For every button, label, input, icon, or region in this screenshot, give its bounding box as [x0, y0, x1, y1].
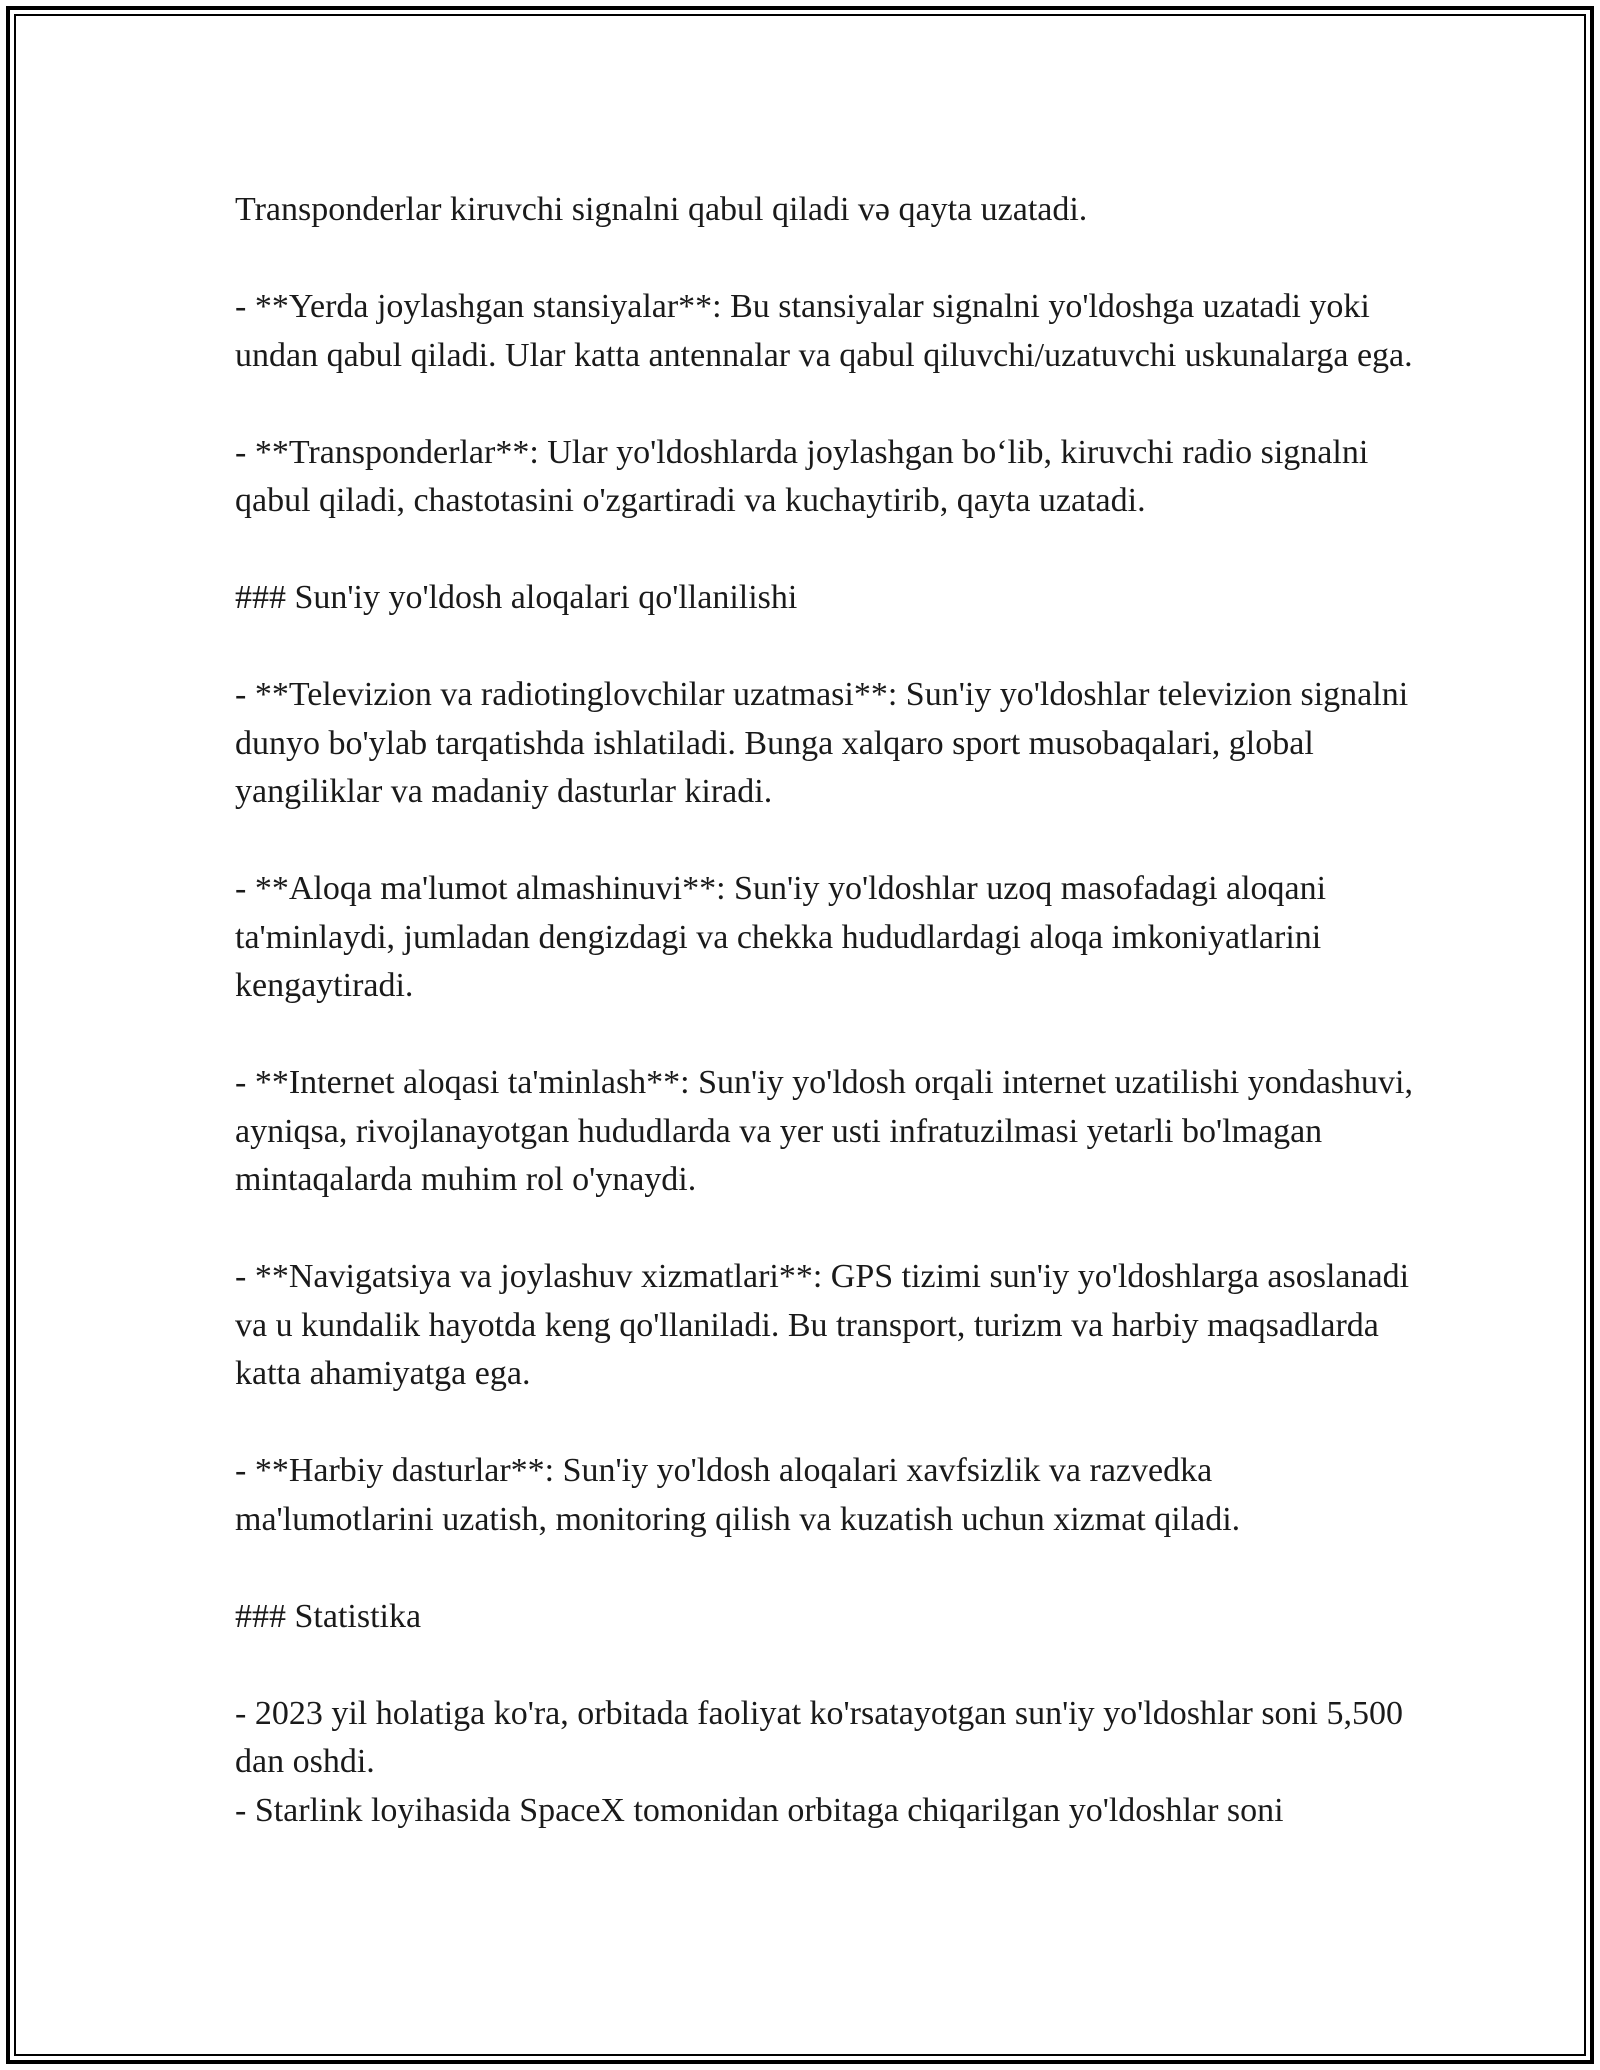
section-heading-applications: ### Sun'iy yo'ldosh aloqalari qo'llanilishi — [235, 579, 798, 616]
document-body — [235, 186, 1422, 1835]
list-item-tv-radio: - **Televizion va radiotinglovchilar uzatmasi**: Sun'iy yo'ldoshlar televizion signalni dunyo bo'ylab tarqatishda ishlatiladi. Bunga xalqaro sport musobaqalari, global yangiliklar va madaniy dasturlar kiradi. — [235, 676, 1417, 810]
list-item-stat-satellites: - 2023 yil holatiga ko'ra, orbitada faoliyat ko'rsatayotgan sun'iy yo'ldoshlar soni 5,500 dan oshdi. — [235, 1694, 1412, 1780]
paragraph-intro: Transponderlar kiruvchi signalni qabul qiladi və qayta uzatadi. — [235, 191, 1088, 228]
list-item-transponders: - **Transponderlar**: Ular yo'ldoshlarda joylashgan bo‘lib, kiruvchi radio signalni qabul qiladi, chastotasini o'zgartiradi va kuchaytirib, qayta uzatadi. — [235, 433, 1377, 519]
list-item-military: - **Harbiy dasturlar**: Sun'iy yo'ldosh aloqalari xavfsizlik va razvedka ma'lumotlarini uzatish, monitoring qilish va kuzatish uchun xizmat qiladi. — [235, 1452, 1241, 1538]
section-heading-statistics: ### Statistika — [235, 1597, 422, 1635]
list-item-internet: - **Internet aloqasi ta'minlash**: Sun'iy yo'ldosh orqali internet uzatilishi yondashuvi, ayniqsa, rivojlanayotgan hududlarda va yer usti infratuzilmasi yetarli bo'lmagan mintaqalarda muhim rol o'ynaydi. — [235, 1064, 1422, 1198]
list-item-ground-stations: - **Yerda joylashgan stansiyalar**: Bu stansiyalar signalni yo'ldoshga uzatadi yoki undan qabul qiladi. Ular katta antennalar va qabul qiluvchi/uzatuvchi uskunalarga ega. — [235, 288, 1413, 374]
list-item-stat-starlink: - Starlink loyihasida SpaceX tomonidan orbitaga chiqarilgan yo'ldoshlar soni — [235, 1791, 1284, 1829]
list-item-data-exchange: - **Aloqa ma'lumot almashinuvi**: Sun'iy yo'ldoshlar uzoq masofadagi aloqani ta'minlaydi, jumladan dengizdagi va chekka hududlardagi aloqa imkoniyatlarini kengaytiradi. — [235, 870, 1335, 1004]
list-item-navigation: - **Navigatsiya va joylashuv xizmatlari**: GPS tizimi sun'iy yo'ldoshlarga asoslanadi va u kundalik hayotda keng qo'llaniladi. Bu transport, turizm va harbiy maqsadlarda katta ahamiyatga ega. — [235, 1258, 1418, 1392]
